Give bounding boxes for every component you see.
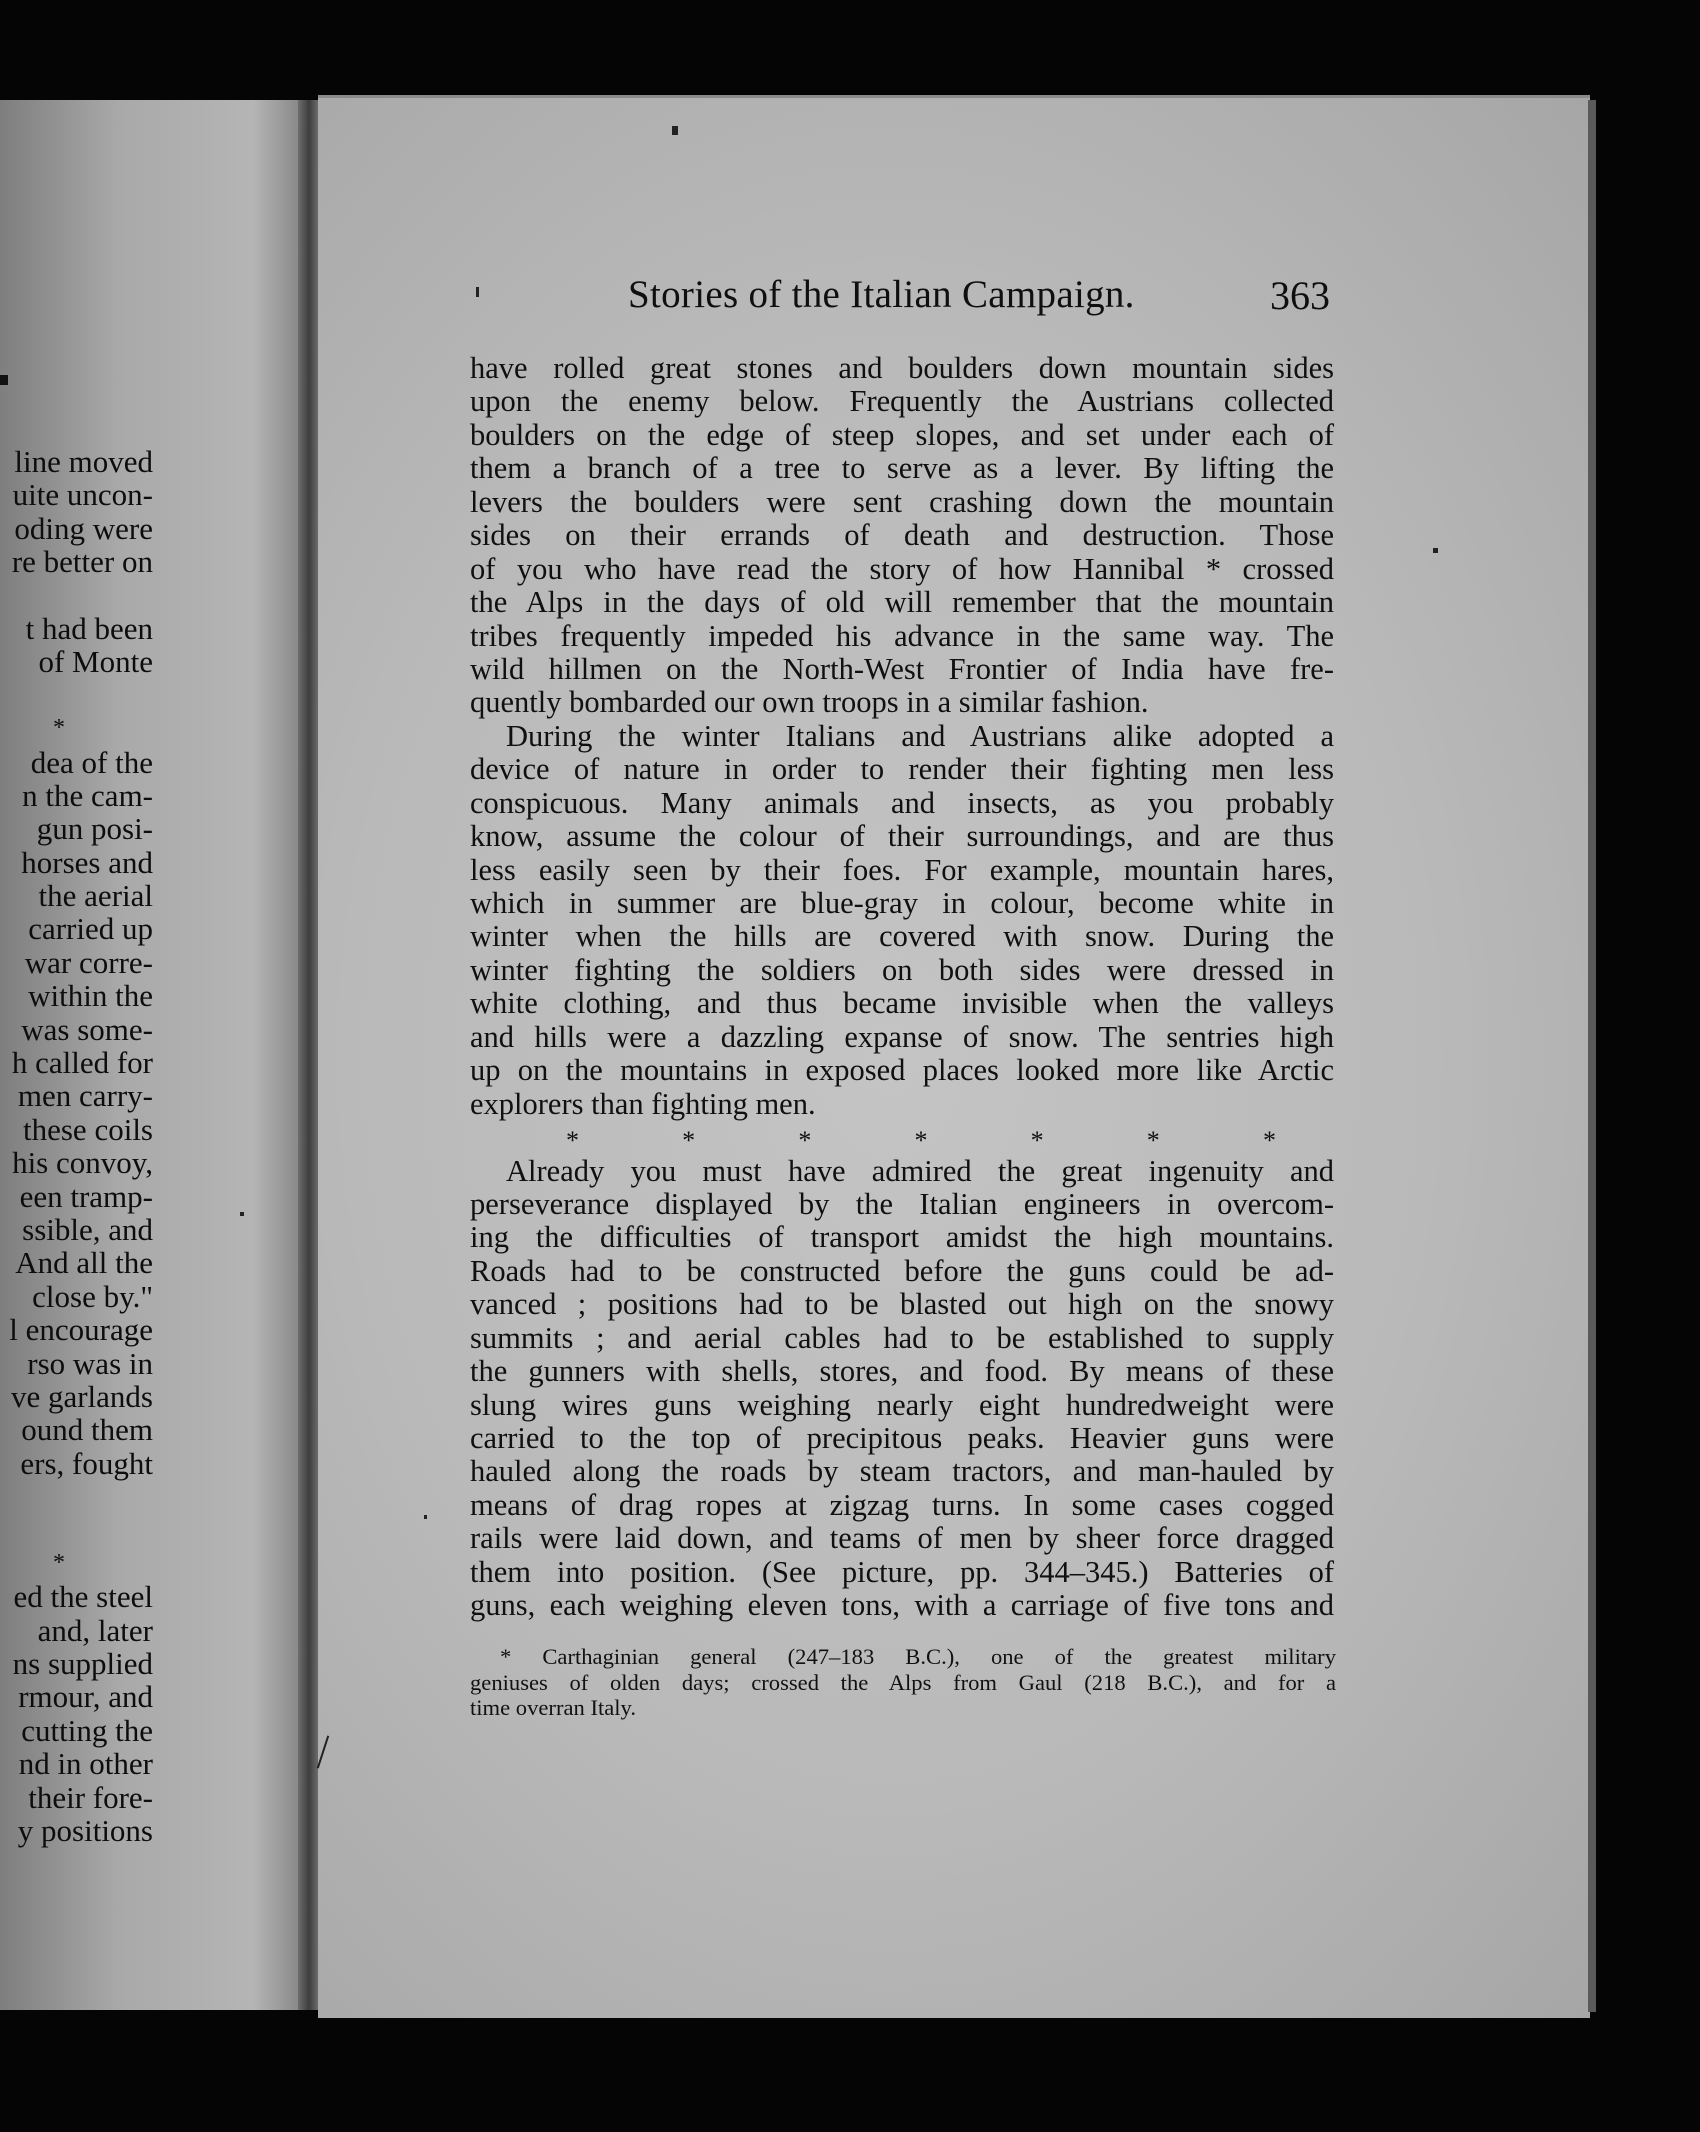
- text-line: explorers than fighting men.: [470, 1086, 816, 1121]
- left-page-line: uite uncon-: [12, 477, 153, 513]
- left-page-line: gun posi-: [36, 811, 153, 847]
- left-page-line: oding were: [14, 510, 153, 546]
- paragraph-hannibal: [470, 352, 1334, 720]
- left-page-line: y positions: [17, 1813, 153, 1849]
- left-page-line: [0, 1480, 153, 1513]
- left-page-line: was some-: [21, 1011, 153, 1047]
- text-line: sides on their errands of death and destruction. Those: [470, 518, 1334, 553]
- text-line: conspicuous. Many animals and insects, as you probably: [470, 785, 1334, 820]
- left-page-line: dea of the: [30, 744, 153, 780]
- text-line: hauled along the roads by steam tractors, and man-hauled by: [470, 1454, 1334, 1489]
- left-page-line: [0, 1514, 153, 1547]
- footnote: [470, 1644, 1336, 1721]
- left-page-line: re better on: [11, 544, 153, 580]
- text-line: Already you must have admired the great ingenuity and: [506, 1153, 1334, 1188]
- page-body-text: [470, 352, 1334, 1623]
- left-page-line: ve garlands: [10, 1378, 153, 1414]
- text-line: levers the boulders were sent crashing down the mountain: [470, 484, 1334, 519]
- paragraph-camouflage: [470, 720, 1334, 1121]
- separator-asterisk: *: [914, 1126, 928, 1156]
- left-page-line: And all the: [15, 1245, 153, 1281]
- left-page-line: line moved: [14, 444, 153, 479]
- text-line: have rolled great stones and boulders down mountain sides: [470, 351, 1334, 385]
- text-line: them a branch of a tree to serve as a lever. By lifting the: [470, 451, 1334, 486]
- text-line: carried to the top of precipitous peaks. Heavier guns were: [470, 1421, 1334, 1455]
- text-line: quently bombarded our own troops in a similar fashion.: [470, 685, 1149, 720]
- text-line: up on the mountains in exposed places looked more like Arctic: [470, 1053, 1334, 1088]
- left-page-line: close by.": [32, 1278, 153, 1314]
- text-line: device of nature in order to render their fighting men less: [470, 752, 1334, 787]
- text-line: upon the enemy below. Frequently the Austrians collected: [470, 384, 1334, 419]
- text-line: rails were laid down, and teams of men by sheer force dragged: [470, 1521, 1334, 1556]
- page-number: 363: [1270, 273, 1330, 318]
- left-page-line: the aerial: [38, 878, 153, 914]
- text-line: the gunners with shells, stores, and food. By means of these: [470, 1354, 1334, 1389]
- left-page-line: cutting the: [21, 1712, 153, 1748]
- left-page-mark: [0, 375, 8, 385]
- separator-asterisk: *: [1262, 1126, 1276, 1156]
- text-line: During the winter Italians and Austrians alike adopted a: [506, 718, 1334, 753]
- separator-asterisk: *: [798, 1126, 812, 1156]
- separator-asterisk: *: [1146, 1126, 1160, 1156]
- left-page-line: men carry-: [17, 1078, 153, 1114]
- left-page-line: [0, 579, 153, 612]
- paragraph-engineers: [470, 1155, 1334, 1623]
- left-page-line: l encourage: [9, 1312, 153, 1348]
- left-page-line: ers, fought: [20, 1445, 153, 1481]
- section-separator: [470, 1121, 1334, 1154]
- text-line: which in summer are blue-gray in colour, become white in: [470, 886, 1334, 920]
- left-page-line: n the cam-: [22, 777, 153, 813]
- text-line: know, assume the colour of their surroundings, and are thus: [470, 819, 1334, 854]
- scan-speck: [476, 287, 479, 297]
- left-page-line: [0, 679, 153, 712]
- text-line: perseverance displayed by the Italian engineers in overcom-: [470, 1186, 1334, 1221]
- scan-speck: [672, 126, 678, 135]
- text-line: them into position. (See picture, pp. 344–345.) Batteries of: [470, 1554, 1334, 1589]
- page-edge: [1588, 100, 1596, 2012]
- left-page-line: their fore-: [28, 1779, 153, 1815]
- text-line: winter when the hills are covered with snow. During the: [470, 919, 1334, 954]
- scan-speck: [240, 1212, 244, 1216]
- text-line: * Carthaginian general (247–183 B.C.), one of the greatest military: [500, 1644, 1336, 1669]
- scan-speck: [1433, 548, 1438, 553]
- left-page-text: [0, 445, 153, 1847]
- left-page-line: nd in other: [18, 1746, 153, 1782]
- left-page-line: rmour, and: [18, 1679, 153, 1715]
- left-page-line: h called for: [11, 1045, 153, 1081]
- separator-asterisk: *: [682, 1126, 696, 1156]
- text-line: guns, each weighing eleven tons, with a carriage of five tons and: [470, 1588, 1334, 1623]
- text-line: and hills were a dazzling expanse of snow. The sentries high: [470, 1019, 1334, 1054]
- text-line: slung wires guns weighing nearly eight hundredweight were: [470, 1387, 1334, 1422]
- text-line: Roads had to be constructed before the guns could be ad-: [470, 1253, 1334, 1288]
- left-page-line: rso was in: [27, 1345, 153, 1381]
- left-page-line: t had been: [25, 610, 153, 646]
- text-line: boulders on the edge of steep slopes, and set under each of: [470, 417, 1334, 452]
- left-page-line: horses and: [21, 844, 153, 880]
- running-head-title: Stories of the Italian Campaign.: [628, 273, 1135, 316]
- left-page-line: carried up: [28, 911, 153, 947]
- text-line: summits ; and aerial cables had to be established to supply: [470, 1320, 1334, 1355]
- text-line: less easily seen by their foes. For example, mountain hares,: [470, 852, 1334, 887]
- text-line: white clothing, and thus became invisible when the valleys: [470, 986, 1334, 1021]
- left-page-line: these coils: [23, 1111, 153, 1147]
- separator-asterisk: *: [1030, 1126, 1044, 1156]
- text-line: of you who have read the story of how Hannibal * crossed: [470, 551, 1334, 586]
- left-page-line: ed the steel: [13, 1579, 153, 1615]
- scan-speck: [424, 1515, 427, 1519]
- text-line: the Alps in the days of old will remember that the mountain: [470, 585, 1334, 620]
- text-line: time overran Italy.: [470, 1695, 637, 1720]
- left-page-line: war corre-: [24, 944, 153, 980]
- text-line: vanced ; positions had to be blasted out high on the snowy: [470, 1287, 1334, 1322]
- left-page-line: een tramp-: [19, 1178, 153, 1214]
- text-line: ing the difficulties of transport amidst the high mountains.: [470, 1220, 1334, 1255]
- left-page-asterisk: *: [53, 1549, 65, 1576]
- text-line: tribes frequently impeded his advance in the same way. The: [470, 618, 1334, 653]
- left-page-line: his convoy,: [12, 1145, 153, 1181]
- separator-asterisk: *: [566, 1126, 579, 1156]
- running-head: [628, 272, 1340, 322]
- left-page-asterisk: *: [53, 715, 65, 742]
- text-line: wild hillmen on the North-West Frontier of India have fre-: [470, 651, 1334, 686]
- left-page-line: ns supplied: [12, 1646, 153, 1682]
- left-page: [0, 100, 298, 2010]
- left-page-line: and, later: [37, 1612, 153, 1648]
- text-line: means of drag ropes at zigzag turns. In some cases cogged: [470, 1487, 1334, 1522]
- left-page-line: ssible, and: [22, 1211, 153, 1247]
- book-gutter: [298, 100, 320, 2010]
- left-page-line: ound them: [21, 1412, 153, 1448]
- left-page-line: within the: [28, 978, 153, 1014]
- text-line: geniuses of olden days; crossed the Alps from Gaul (218 B.C.), and for a: [470, 1669, 1336, 1695]
- text-line: winter fighting the soldiers on both sides were dressed in: [470, 952, 1334, 987]
- left-page-line: of Monte: [38, 644, 153, 680]
